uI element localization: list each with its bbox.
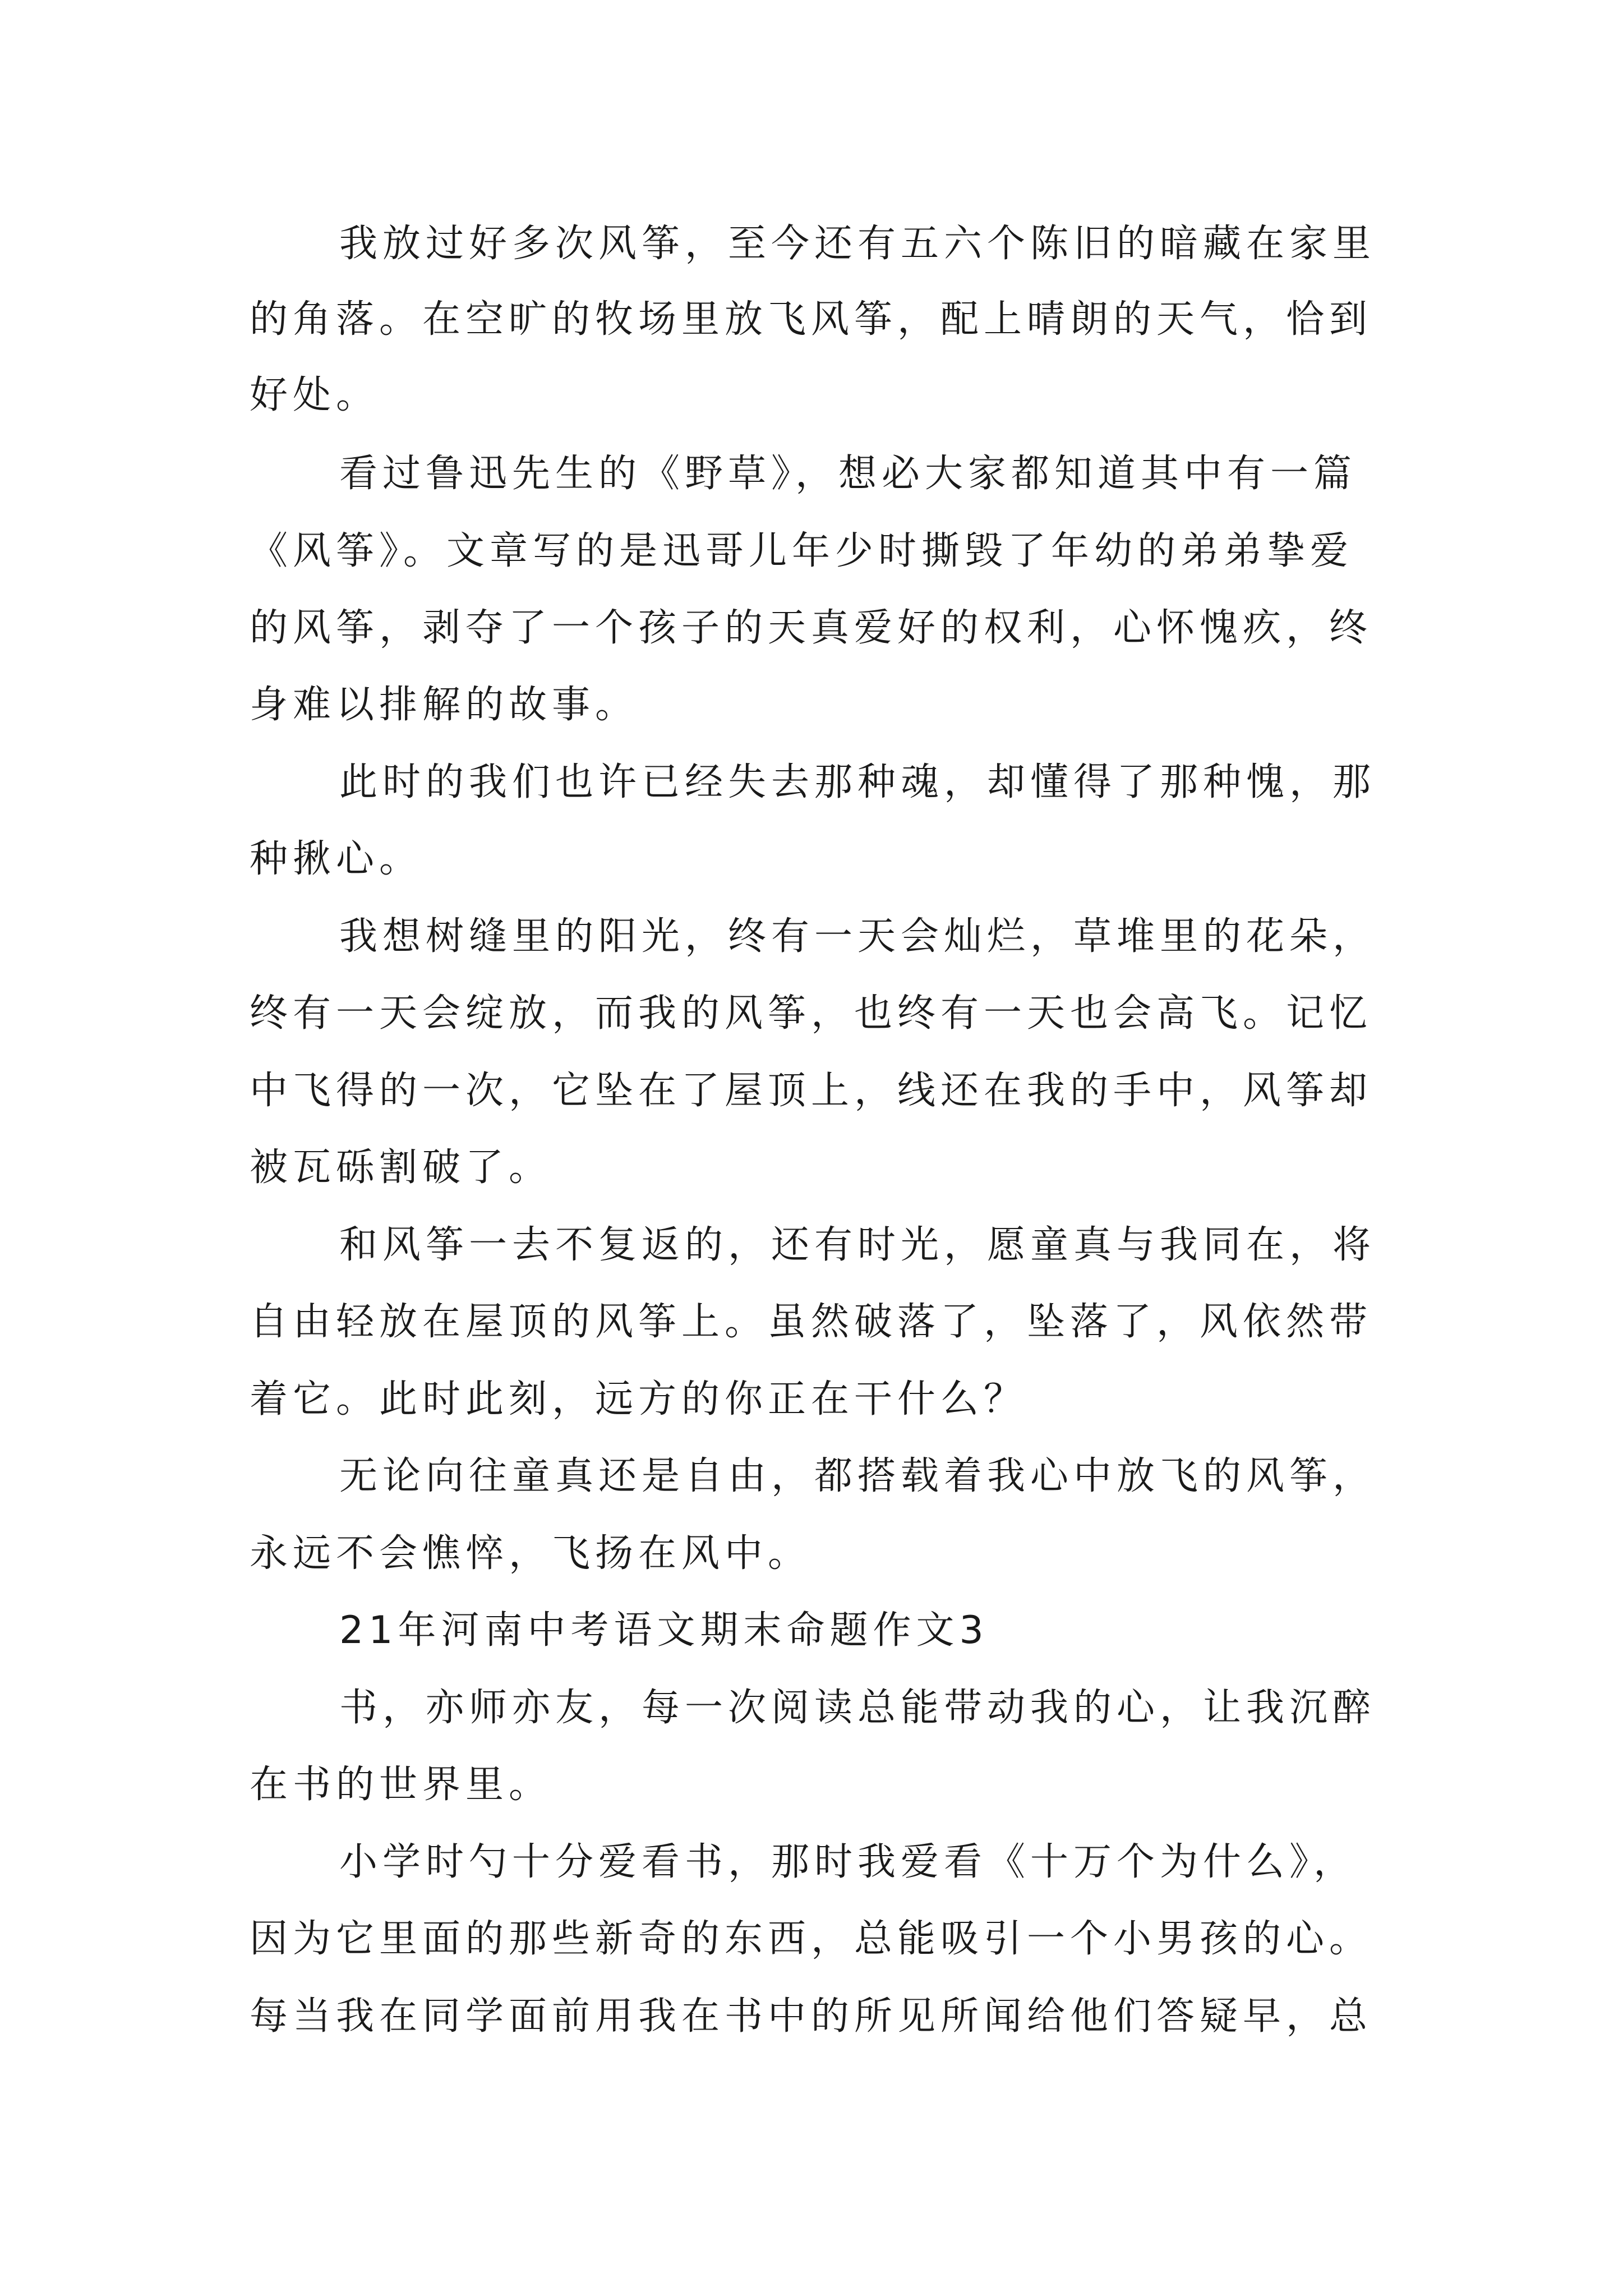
text-line: 《风筝》。文章写的是迅哥儿年少时撕毁了年幼的弟弟挚爱 <box>250 529 1354 573</box>
text-line: 我放过好多次风筝，至今还有五六个陈旧的暗藏在家里 <box>339 222 1376 266</box>
text-line: 被瓦砾割破了。 <box>250 1145 552 1190</box>
text-line: 书，亦师亦友，每一次阅读总能带动我的心，让我沉醉 <box>339 1686 1376 1730</box>
text-line: 的角落。在空旷的牧场里放飞风筝，配上晴朗的天气，恰到 <box>250 297 1373 342</box>
text-line: 着它。此时此刻，远方的你正在干什么？ <box>250 1377 1027 1421</box>
text-line: 终有一天会绽放，而我的风筝，也终有一天也会高飞。记忆 <box>250 991 1373 1036</box>
text-line: 身难以排解的故事。 <box>250 683 639 727</box>
text-line: 我想树缝里的阳光，终有一天会灿烂，草堆里的花朵， <box>339 914 1376 959</box>
text-line: 此时的我们也许已经失去那种魂，却懂得了那种愧，那 <box>339 760 1376 804</box>
text-line: 看过鲁迅先生的《野草》，想必大家都知道其中有一篇 <box>339 452 1357 496</box>
text-line: 种揪心。 <box>250 837 423 881</box>
text-line: 无论向往童真还是自由，都搭载着我心中放飞的风筝， <box>339 1454 1376 1498</box>
text-line: 和风筝一去不复返的，还有时光，愿童真与我同在，将 <box>339 1223 1376 1267</box>
text-line: 因为它里面的那些新奇的东西，总能吸引一个小男孩的心。 <box>250 1917 1373 1961</box>
text-line: 小学时勺十分爱看书，那时我爱看《十万个为什么》， <box>339 1840 1357 1884</box>
text-line: 自由轻放在屋顶的风筝上。虽然破落了，坠落了，风依然带 <box>250 1300 1373 1344</box>
text-line: 的风筝，剥夺了一个孩子的天真爱好的权利，心怀愧疚，终 <box>250 606 1373 650</box>
section-heading: 21年河南中考语文期末命题作文3 <box>339 1608 989 1653</box>
text-line: 中飞得的一次，它坠在了屋顶上，线还在我的手中，风筝却 <box>250 1069 1373 1113</box>
text-line: 永远不会憔悴，飞扬在风中。 <box>250 1531 811 1576</box>
text-line: 每当我在同学面前用我在书中的所见所闻给他们答疑早，总 <box>250 1994 1373 2039</box>
text-line: 在书的世界里。 <box>250 1763 552 1807</box>
text-line: 好处。 <box>250 373 380 417</box>
